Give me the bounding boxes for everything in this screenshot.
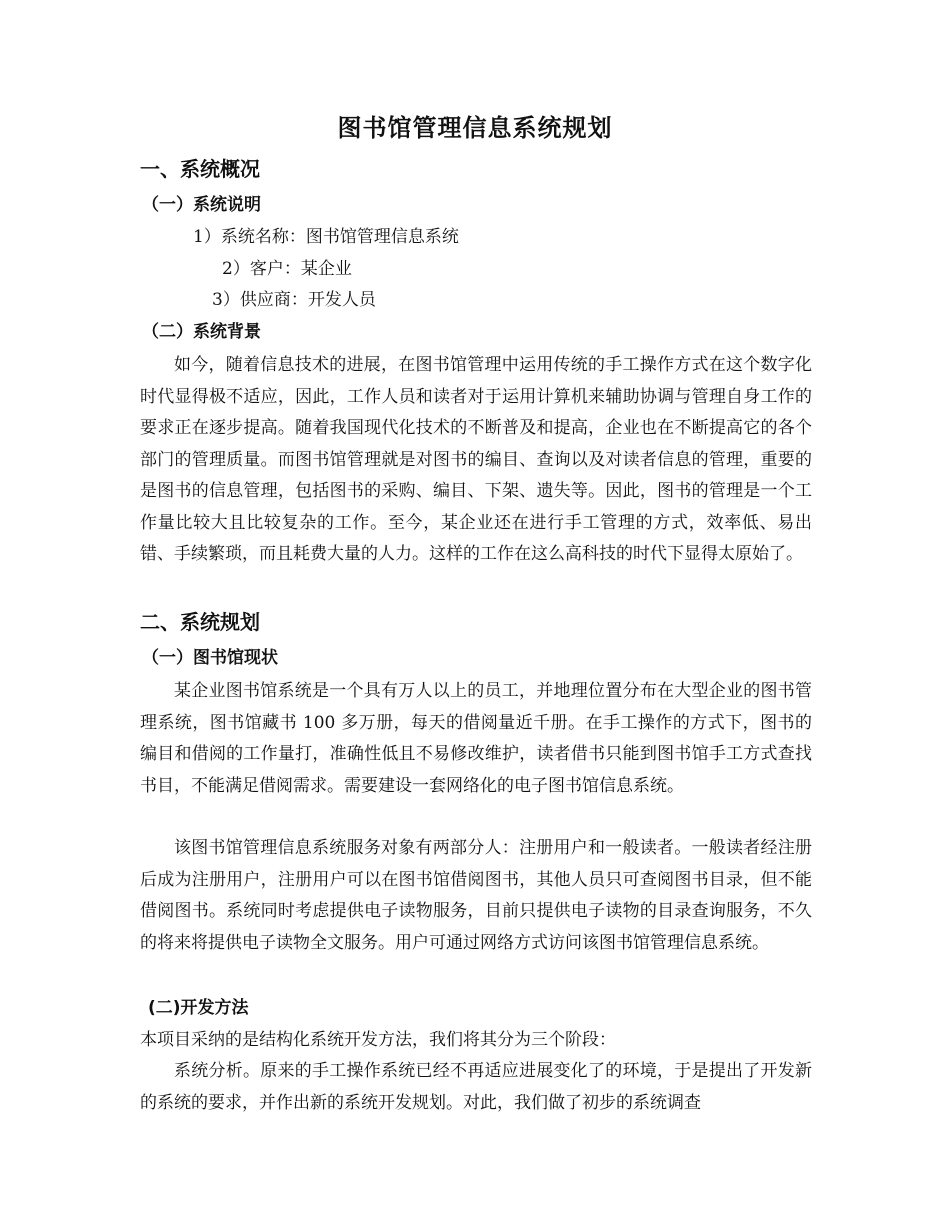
list-item-system-name: 1）系统名称：图书馆管理信息系统 — [193, 227, 459, 247]
paragraph-system-analysis: 系统分析。原来的手工操作系统已经不再适应进展变化了的环境，于是提出了开发新的系统的要求，并作出新的系统开发规划。对此，我们做了初步的系统调查 — [140, 1061, 812, 1113]
paragraph-method-intro: 本项目采纳的是结构化系统开发方法，我们将其分为三个阶段： — [140, 1030, 616, 1050]
paragraph-service-targets: 该图书馆管理信息系统服务对象有两部分人：注册用户和一般读者。一般读者经注册后成为注册用户，注册用户可以在图书馆借阅图书，其他人员只可查阅图书目录，但不能借阅图书。系统同时考虑提供电子读物服务，目前只提供电子读物的目录查询服务，不久的将来将提供电子读物全文服务。用户可通过网络方式访问该图书馆管理信息系统。 — [140, 838, 812, 953]
section-heading-planning: 二、系统规划 — [140, 610, 260, 634]
subsection-heading-current-status: （一）图书馆现状 — [142, 648, 278, 668]
document-title: 图书馆管理信息系统规划 — [337, 114, 613, 142]
subsection-heading-background: （二）系统背景 — [142, 322, 261, 342]
section-heading-overview: 一、系统概况 — [140, 157, 260, 181]
paragraph-background: 如今，随着信息技术的进展，在图书馆管理中运用传统的手工操作方式在这个数字化时代显得极不适应，因此，工作人员和读者对于运用计算机来辅助协调与管理自身工作的要求正在逐步提高。随着我国现代化技术的不断普及和提高，企业也在不断提高它的各个部门的管理质量。而图书馆管理就是对图书的编目、查询以及对读者信息的管理，重要的是图书的信息管理，包括图书的采购、编目、下架、遗失等。因此，图书的管理是一个工作量比较大且比较复杂的工作。至今，某企业还在进行手工管理的方式，效率低、易出错、手续繁琐，而且耗费大量的人力。这样的工作在这么高科技的时代下显得太原始了。 — [140, 355, 812, 564]
list-item-client: 2）客户：某企业 — [222, 259, 352, 279]
paragraph-current-status: 某企业图书馆系统是一个具有万人以上的员工，并地理位置分布在大型企业的图书管理系统，图书馆藏书 100 多万册，每天的借阅量近千册。在手工操作的方式下，图书的编目和借阅的工作量打，准确性低且不易修改维护，读者借书只能到图书馆手工方式查找书目，不能满足借阅需求。需要建设一套网络化的电子图书馆信息系统。 — [140, 681, 812, 796]
subsection-heading-method: (二)开发方法 — [148, 998, 249, 1018]
list-item-supplier: 3）供应商：开发人员 — [212, 290, 376, 310]
subsection-heading-description: （一）系统说明 — [142, 195, 261, 215]
